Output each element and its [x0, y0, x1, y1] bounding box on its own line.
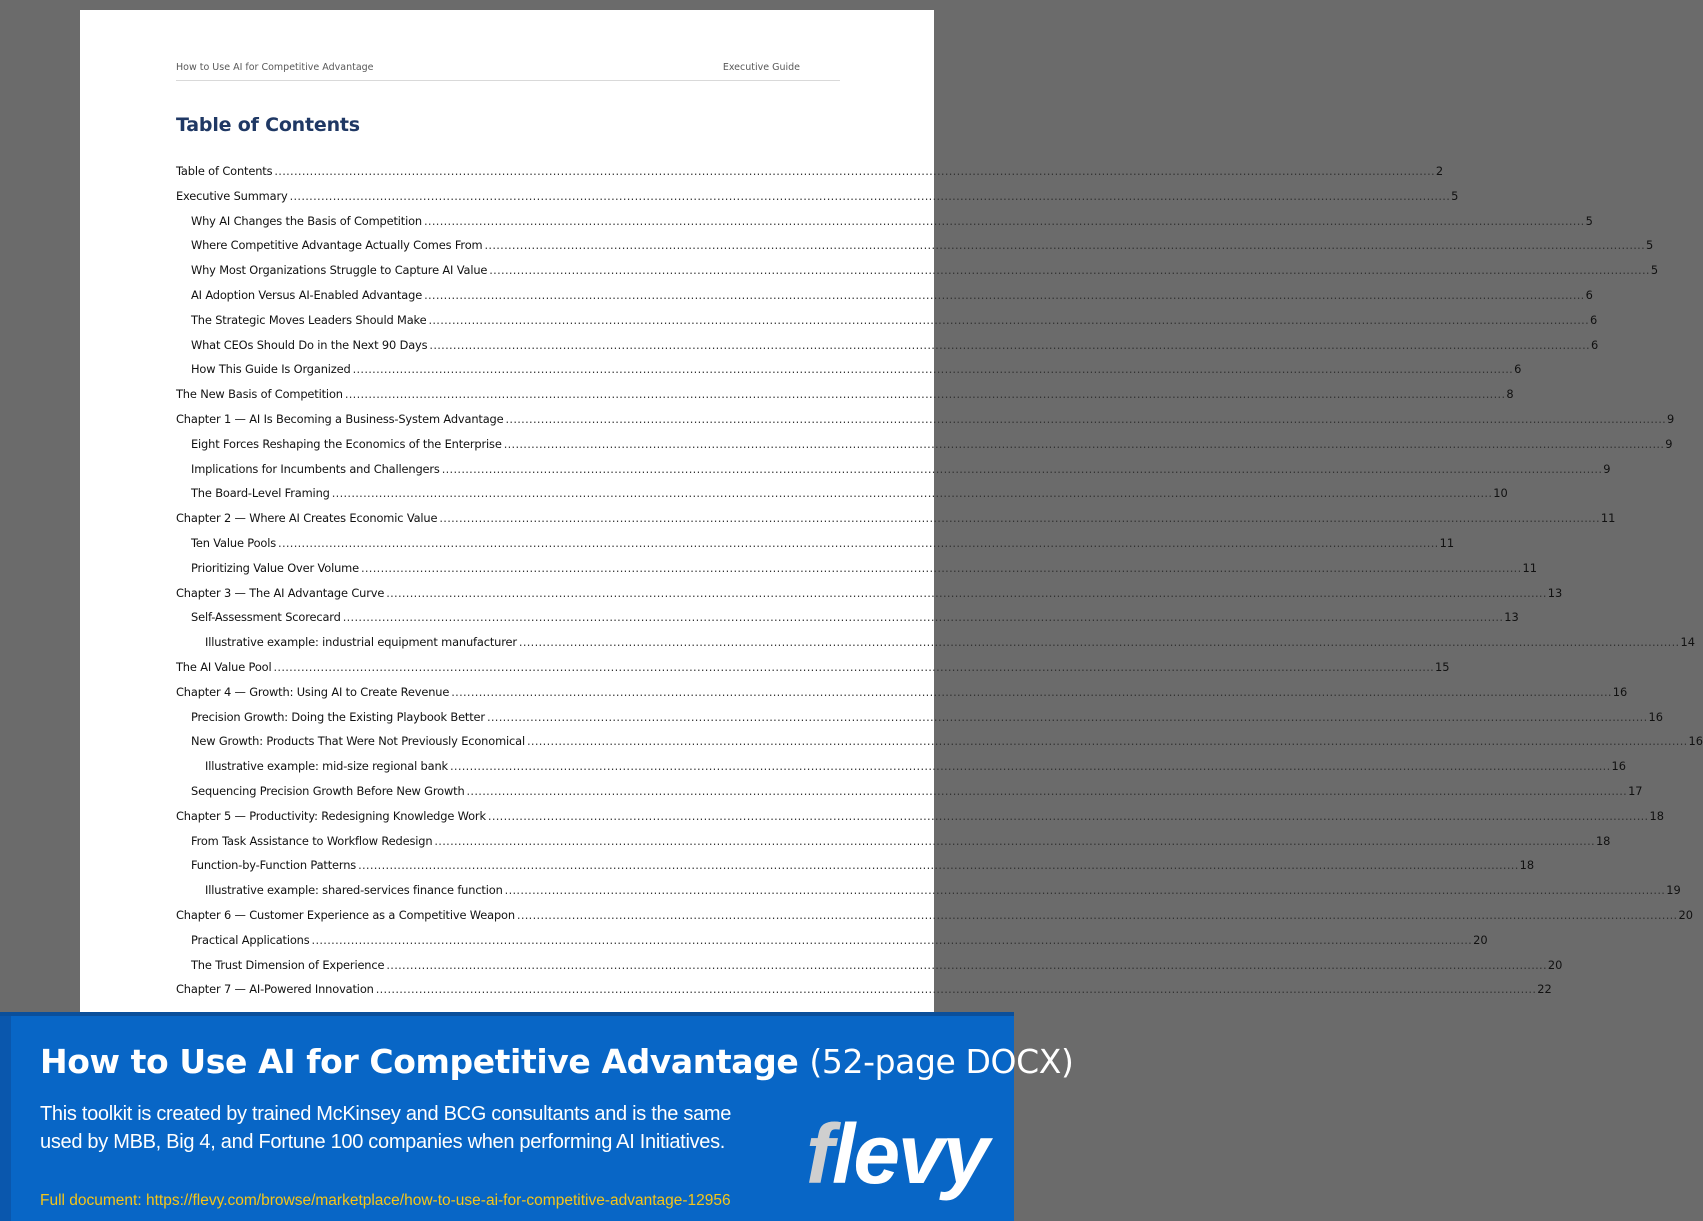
toc-entry-text: What CEOs Should Do in the Next 90 Days — [191, 337, 428, 352]
toc-entry-text: How This Guide Is Organized — [191, 362, 351, 377]
toc-entry-text: Chapter 7 — AI-Powered Innovation — [176, 982, 374, 997]
toc-dot-leader — [290, 184, 1451, 209]
toc-entry[interactable] — [176, 209, 1593, 234]
toc-dot-leader — [487, 705, 1648, 730]
toc-dot-leader — [439, 506, 1600, 531]
toc-page-number: 16 — [1648, 709, 1663, 724]
toc-page-number: 16 — [1612, 684, 1628, 699]
toc-entry-text: Illustrative example: mid-size regional bank — [205, 759, 448, 774]
toc-entry-text: The AI Value Pool — [176, 659, 272, 674]
toc-entry[interactable] — [176, 308, 1598, 333]
toc-entry[interactable] — [176, 581, 1563, 606]
toc-entry-text: The Strategic Moves Leaders Should Make — [191, 312, 427, 327]
toc-entry[interactable] — [176, 382, 1514, 407]
toc-entry[interactable] — [176, 432, 1673, 457]
toc-entry-text: Chapter 6 — Customer Experience as a Competitive Weapon — [176, 907, 515, 922]
toc-dot-leader — [442, 457, 1603, 482]
toc-dot-leader — [278, 531, 1439, 556]
toc-entry-text: Where Competitive Advantage Actually Comes From — [191, 238, 483, 253]
toc-entry-text: Chapter 3 — The AI Advantage Curve — [176, 585, 385, 600]
toc-entry[interactable] — [176, 233, 1654, 258]
toc-entry-text: Sequencing Precision Growth Before New Growth — [191, 783, 465, 798]
toc-page-number: 16 — [1611, 759, 1627, 774]
toc-page-number: 13 — [1504, 610, 1519, 625]
toc-page-number: 9 — [1603, 461, 1611, 476]
toc-page-number: 16 — [1688, 734, 1703, 749]
banner-description: This toolkit is created by trained McKinsey and BCG consultants and is the same used by MBB, Big 4, and Fortune 100 companies when performing AI Initiatives. — [40, 1103, 732, 1153]
toc-page-number: 17 — [1628, 783, 1643, 798]
toc-dot-leader — [434, 829, 1595, 854]
toc-dot-leader — [345, 382, 1506, 407]
toc-entry-text: Eight Forces Reshaping the Economics of the Enterprise — [191, 436, 502, 451]
toc-list — [176, 159, 1703, 1002]
toc-entry[interactable] — [176, 605, 1519, 630]
banner-title-main: How to Use AI for Competitive Advantage — [40, 1042, 799, 1081]
toc-entry-text: Chapter 2 — Where AI Creates Economic Value — [176, 511, 438, 526]
toc-dot-leader — [386, 581, 1547, 606]
toc-page-number: 6 — [1590, 337, 1599, 352]
toc-dot-leader — [504, 432, 1665, 457]
toc-page-number: 6 — [1590, 312, 1598, 327]
toc-dot-leader — [424, 209, 1585, 234]
toc-page-number: 9 — [1667, 411, 1675, 426]
toc-entry[interactable] — [176, 333, 1599, 358]
banner-accent-bar — [0, 1016, 11, 1221]
toc-page-number: 5 — [1585, 213, 1593, 228]
toc-entry[interactable] — [176, 457, 1611, 482]
toc-page-number: 20 — [1473, 932, 1488, 947]
toc-entry[interactable] — [176, 481, 1508, 506]
toc-entry[interactable] — [176, 258, 1659, 283]
toc-page-number: 22 — [1537, 982, 1552, 997]
toc-entry-text: Executive Summary — [176, 188, 288, 203]
toc-entry[interactable] — [176, 680, 1628, 705]
toc-dot-leader — [332, 481, 1493, 506]
toc-page-number: 5 — [1650, 263, 1659, 278]
full-document-link[interactable]: Full document: https://flevy.com/browse/marketplace/how-to-use-ai-for-competitive-advantage-12956 — [40, 1192, 731, 1209]
toc-page-number: 5 — [1646, 238, 1654, 253]
toc-entry-text: New Growth: Products That Were Not Previously Economical — [191, 734, 525, 749]
toc-page-number: 11 — [1439, 535, 1455, 550]
toc-entry[interactable] — [176, 655, 1450, 680]
toc-entry[interactable] — [176, 159, 1444, 184]
toc-entry-text: From Task Assistance to Workflow Redesign — [191, 833, 433, 848]
toc-entry[interactable] — [176, 804, 1664, 829]
logo-letter-f: f — [806, 1107, 832, 1201]
toc-dot-leader — [429, 333, 1590, 358]
toc-dot-leader — [386, 953, 1547, 978]
toc-dot-leader — [274, 159, 1435, 184]
toc-entry[interactable] — [176, 283, 1593, 308]
promo-banner — [0, 1012, 1074, 1221]
toc-dot-leader — [361, 556, 1522, 581]
toc-entry-text: Illustrative example: shared-services finance function — [205, 883, 503, 898]
toc-dot-leader — [519, 630, 1680, 655]
toc-entry[interactable] — [176, 928, 1488, 953]
toc-page-number: 20 — [1547, 957, 1563, 972]
toc-entry-text: Function-by-Function Patterns — [191, 858, 357, 873]
toc-dot-leader — [343, 605, 1504, 630]
toc-entry[interactable] — [176, 953, 1563, 978]
toc-entry-text: Why Most Organizations Struggle to Capture AI Value — [191, 263, 488, 278]
toc-entry-text: Table of Contents — [176, 164, 273, 178]
toc-dot-leader — [376, 977, 1537, 1002]
toc-dot-leader — [467, 779, 1628, 804]
toc-page-number: 6 — [1585, 287, 1593, 302]
toc-entry[interactable] — [176, 779, 1643, 804]
toc-page-number: 8 — [1506, 387, 1514, 402]
toc-page-number: 2 — [1435, 164, 1444, 178]
header-document-title: How to Use AI for Competitive Advantage — [176, 62, 374, 73]
toc-page-number: 14 — [1680, 635, 1695, 650]
toc-entry-text: The Trust Dimension of Experience — [191, 957, 385, 972]
toc-page-number: 20 — [1678, 907, 1693, 922]
toc-entry-text: Self-Assessment Scorecard — [191, 610, 341, 625]
toc-page-number: 18 — [1519, 858, 1535, 873]
toc-entry-text: Chapter 4 — Growth: Using AI to Create Revenue — [176, 684, 450, 699]
toc-entry[interactable] — [176, 754, 1627, 779]
toc-page-number: 15 — [1435, 659, 1450, 674]
toc-page-number: 11 — [1600, 511, 1616, 526]
toc-dot-leader — [488, 804, 1649, 829]
toc-entry[interactable] — [176, 506, 1616, 531]
toc-dot-leader — [353, 357, 1514, 382]
toc-entry[interactable] — [176, 829, 1611, 854]
toc-entry[interactable] — [176, 630, 1695, 655]
toc-entry-text: The New Basis of Competition — [176, 387, 343, 402]
toc-page-number: 6 — [1514, 362, 1522, 377]
toc-entry-text: Chapter 5 — Productivity: Redesigning Knowledge Work — [176, 808, 486, 823]
toc-page-number: 9 — [1665, 436, 1673, 451]
toc-dot-leader — [451, 680, 1612, 705]
toc-entry-text: AI Adoption Versus AI-Enabled Advantage — [191, 287, 423, 302]
toc-dot-leader — [517, 903, 1678, 928]
toc-dot-leader — [527, 729, 1688, 754]
toc-page-number: 18 — [1649, 808, 1664, 823]
toc-page-number: 18 — [1595, 833, 1611, 848]
toc-entry[interactable] — [176, 556, 1538, 581]
toc-page-number: 11 — [1522, 560, 1538, 575]
toc-entry-text: Ten Value Pools — [191, 535, 277, 550]
toc-dot-leader — [274, 655, 1435, 680]
running-header — [176, 62, 840, 81]
toc-heading: Table of Contents — [176, 114, 360, 136]
toc-dot-leader — [424, 283, 1585, 308]
toc-dot-leader — [450, 754, 1611, 779]
toc-page-number: 13 — [1547, 585, 1563, 600]
toc-entry-text: Chapter 1 — AI Is Becoming a Business-System Advantage — [176, 411, 504, 426]
toc-entry[interactable] — [176, 903, 1693, 928]
toc-entry-text: Implications for Incumbents and Challengers — [191, 461, 440, 476]
toc-page-number: 10 — [1493, 486, 1508, 501]
toc-dot-leader — [506, 407, 1667, 432]
toc-entry[interactable] — [176, 853, 1535, 878]
toc-dot-leader — [312, 928, 1473, 953]
toc-entry[interactable] — [176, 407, 1675, 432]
toc-entry[interactable] — [176, 357, 1522, 382]
toc-entry[interactable] — [176, 184, 1459, 209]
banner-title — [40, 1042, 1073, 1081]
toc-entry-text: Practical Applications — [191, 932, 310, 947]
toc-entry[interactable] — [176, 729, 1703, 754]
toc-page-number: 19 — [1666, 883, 1681, 898]
toc-entry-text: Illustrative example: industrial equipment manufacturer — [205, 635, 517, 650]
toc-entry-text: Why AI Changes the Basis of Competition — [191, 213, 423, 228]
toc-page-number: 5 — [1451, 188, 1459, 203]
flevy-logo[interactable]: flevy — [806, 1107, 988, 1201]
toc-dot-leader — [505, 878, 1666, 903]
toc-entry[interactable] — [176, 878, 1681, 903]
toc-entry[interactable] — [176, 977, 1552, 1002]
toc-entry[interactable] — [176, 531, 1455, 556]
toc-dot-leader — [428, 308, 1589, 333]
toc-entry-text: The Board-Level Framing — [191, 486, 330, 501]
toc-dot-leader — [489, 258, 1650, 283]
toc-dot-leader — [358, 853, 1519, 878]
toc-entry-text: Precision Growth: Doing the Existing Playbook Better — [191, 709, 485, 724]
toc-dot-leader — [484, 233, 1645, 258]
banner-title-suffix: (52-page DOCX) — [809, 1042, 1074, 1081]
document-page — [80, 10, 1703, 1020]
toc-entry-text: Prioritizing Value Over Volume — [191, 560, 359, 575]
header-document-type: Executive Guide — [722, 62, 800, 73]
toc-entry[interactable] — [176, 705, 1663, 730]
